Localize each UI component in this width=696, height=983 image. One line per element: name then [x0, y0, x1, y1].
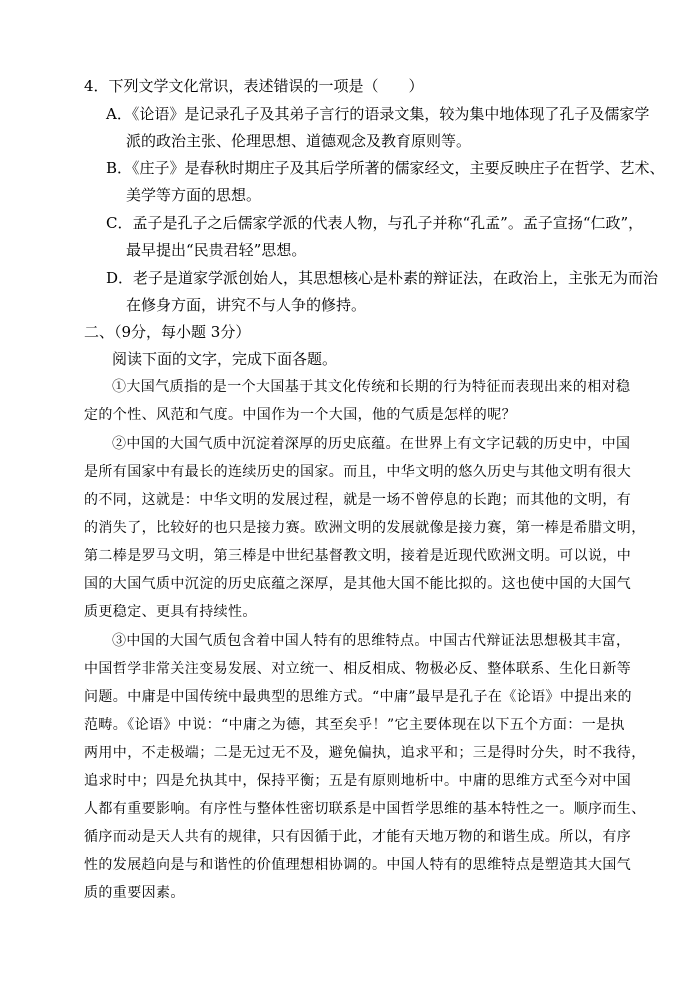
option-line: 美学等方面的思想。: [126, 186, 262, 204]
paragraph-line: 循序而动是天人共有的规律，只有因循于此，才能有天地万物的和谐生成。所以，有序: [84, 829, 632, 845]
paragraph-line: 人都有重要影响。有序性与整体性密切联系是中国哲学思维的基本特性之一。顺序而生、: [84, 801, 646, 817]
option-line: 最早提出“民贵君轻”思想。: [126, 241, 307, 259]
paragraph-line: 质的重要因素。: [84, 885, 185, 901]
question-stem: 4．下列文学文化常识，表述错误的一项是（ ）: [84, 77, 424, 95]
paragraph-line: 问题。中庸是中国传统中最典型的思维方式。“中庸”最早是孔子在《论语》中提出来的: [84, 689, 632, 705]
paragraph-line: 的不同，这就是：中华文明的发展过程，就是一场不曾停息的长跑；而其他的文明，有: [84, 492, 632, 508]
paragraph-line: ②中国的大国气质中沉淀着深厚的历史底蕴。在世界上有文字记载的历史中，中国: [112, 436, 631, 452]
paragraph-line: 质更稳定、更具有持续性。: [84, 604, 257, 620]
option-line: A．《论语》是记录孔子及其弟子言行的语录文集，较为集中地体现了孔子及儒家学: [106, 105, 650, 123]
paragraph-line: 追求时中；四是允执其中，保持平衡；五是有原则地析中。中庸的思维方式至今对中国: [84, 773, 632, 789]
paragraph-line: 中国哲学非常关注变易发展、对立统一、相反相成、物极必反、整体联系、生化日新等: [84, 661, 632, 677]
option-line: 在修身方面，讲究不与人争的修持。: [126, 296, 367, 314]
section-heading: 二、（9分，每小题 3分）: [84, 323, 251, 341]
paragraph-line: 国的大国气质中沉淀的历史底蕴之深厚，是其他大国不能比拟的。这也使中国的大国气: [84, 576, 632, 592]
option-line: C．孟子是孔子之后儒家学派的代表人物，与孔子并称“孔孟”。孟子宣扬“仁政”，: [106, 214, 644, 232]
paragraph-line: 范畴。《论语》中说：“中庸之为德，其至矣乎！”它主要体现在以下五个方面：一是执: [84, 717, 625, 733]
option-line: 派的政治主张、伦理思想、道德观念及教育原则等。: [126, 132, 472, 150]
option-line: D．老子是道家学派创始人，其思想核心是朴素的辩证法，在政治上，主张无为而治: [106, 269, 659, 287]
option-line: B．《庄子》是春秋时期庄子及其后学所著的儒家经文，主要反映庄子在哲学、艺术、: [106, 159, 665, 177]
paragraph-line: 的消失了，比较好的也只是接力赛。欧洲文明的发展就像是接力赛，第一棒是希腊文明，: [84, 520, 646, 536]
paragraph-line: 两用中，不走极端；二是无过无不及，避免偏执，追求平和；三是得时分失，时不我待，: [84, 745, 646, 761]
paragraph-line: 定的个性、风范和气度。中国作为一个大国，他的气质是怎样的呢？: [84, 407, 516, 423]
paragraph-line: ①大国气质指的是一个大国基于其文化传统和长期的行为特征而表现出来的相对稳: [112, 379, 631, 395]
paragraph-line: 是所有国家中有最长的连续历史的国家。而且，中华文明的悠久历史与其他文明有很大: [84, 464, 632, 480]
paragraph-line: 第二棒是罗马文明，第三棒是中世纪基督教文明，接着是近现代欧洲文明。可以说，中: [84, 548, 632, 564]
paragraph-line: 性的发展趋向是与和谐性的价值理想相协调的。中国人特有的思维特点是塑造其大国气: [84, 857, 632, 873]
paragraph-line: ③中国的大国气质包含着中国人特有的思维特点。中国古代辩证法思想极其丰富，: [112, 633, 631, 649]
reading-instruction: 阅读下面的文字，完成下面各题。: [112, 350, 338, 368]
